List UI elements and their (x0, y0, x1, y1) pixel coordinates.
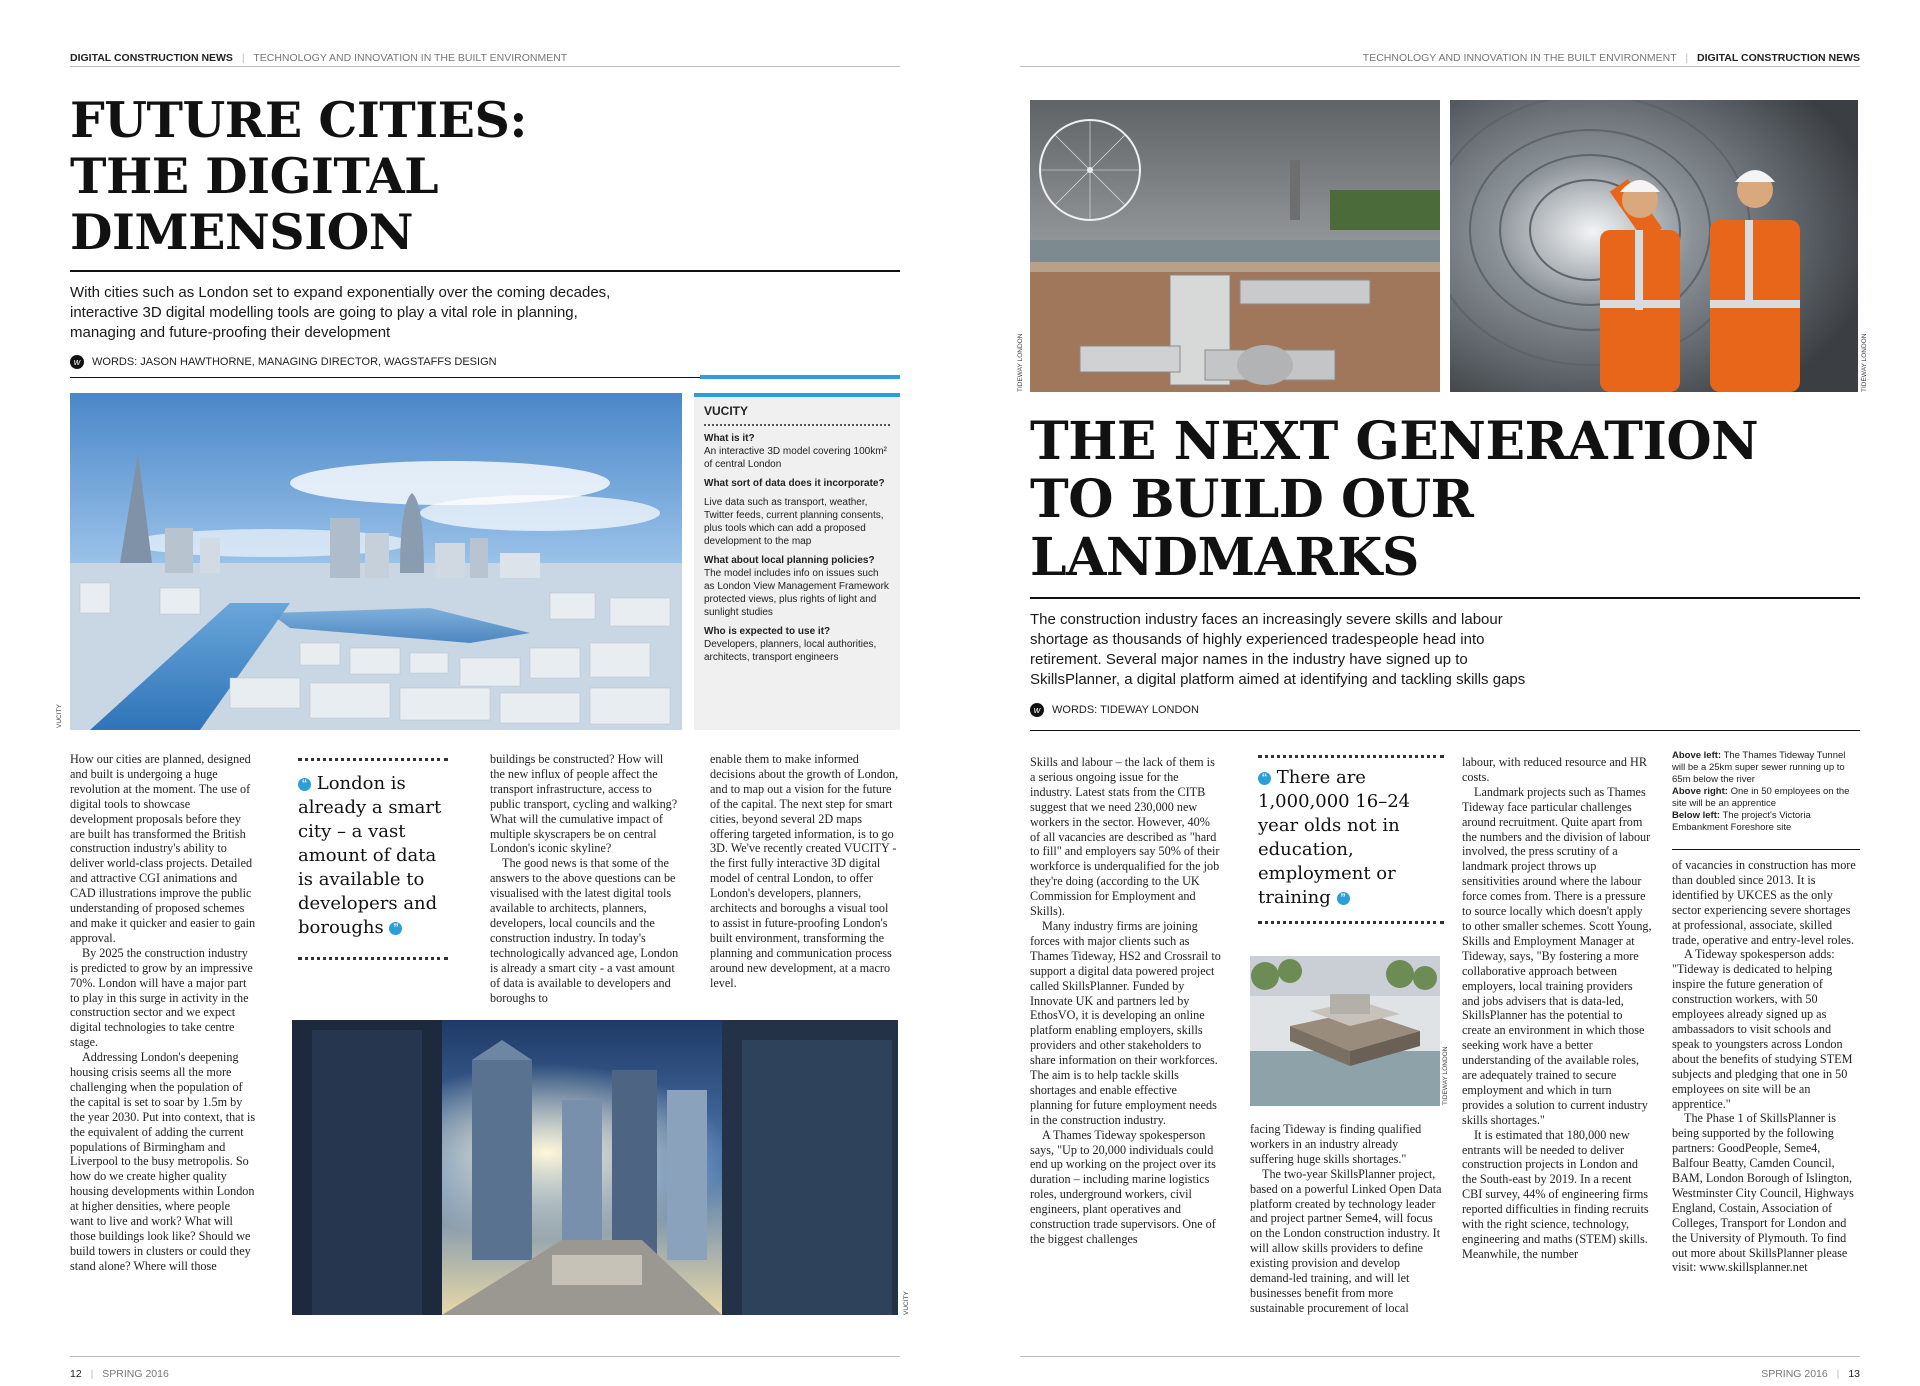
captions-rule (1672, 849, 1860, 850)
vucity-render-credit: VUCITY (903, 1291, 910, 1315)
right-body-column-1 (1030, 755, 1222, 1320)
caption-label: Above left: (1672, 750, 1722, 761)
tideway-tunnel-diagram-photo (1030, 100, 1440, 392)
left-folio: 12 | SPRING 2016 (70, 1368, 169, 1380)
tideway-photo-credit: TIDEWAY LONDON (1017, 333, 1024, 392)
photo-caption (1672, 750, 1860, 786)
right-headline-line-1: THE NEXT GENERATION (1030, 411, 1759, 472)
photo-caption (1672, 786, 1860, 810)
right-running-header: TECHNOLOGY AND INNOVATION IN THE BUILT ENVIRONMENT | DIGITAL CONSTRUCTION NEWS (1362, 52, 1860, 64)
right-issue: SPRING 2016 (1761, 1368, 1828, 1380)
right-pullquote-text: There are 1,000,000 16–24 year olds not in education, employment or training (1258, 767, 1411, 908)
body-paragraph: By 2025 the construction industry is predicted to grow by an impressive 70%. London will have a major part to play in this surge in activity in the construction sector and we expect digital technologies to take centre stage. (70, 945, 253, 1050)
left-pullquote (298, 772, 448, 940)
body-paragraph: of vacancies in construction has more than doubled since 2013. It is identified by UKCES as the only sector experiencing severe shortages at professional, associate, skilled trade, operative and entry-level roles. (1672, 858, 1856, 947)
left-pullquote-top-dots (298, 758, 448, 761)
right-body-column-4 (1672, 858, 1860, 1320)
right-header-tagline: TECHNOLOGY AND INNOVATION IN THE BUILT ENVIRONMENT (1362, 52, 1677, 64)
right-headline-line-2: TO BUILD OUR (1030, 469, 1474, 530)
right-header-rule (1020, 66, 1860, 67)
photo-caption (1672, 810, 1860, 834)
body-paragraph: buildings be constructed? How will the new influx of people affect the transport infrastructure, access to public transport, cycling and walking? What will the cumulative impact of multiple skyscrapers be on central London's iconic skyline? (490, 752, 678, 856)
vucity-image-credit: VUCITY (56, 704, 63, 728)
tideway-photo-credit: TIDEWAY LONDON (1442, 1046, 1449, 1105)
caption-label: Below left: (1672, 810, 1721, 821)
open-quote-icon: “ (1258, 772, 1271, 785)
factbox-accent-bar (694, 393, 900, 397)
caption-label: Above right: (1672, 786, 1728, 797)
body-paragraph: Landmark projects such as Thames Tideway face particular challenges around recruitment. Quite apart from the numbers and the division of labour involved, the press scrutiny of a landmark project throws up sensitivities around where the labour force comes from. There is a pressure to source locally which doesn't apply to other smaller schemes. Scott Young, Skills and Employment Manager at Tideway, says, "By fostering a more collaborative approach between employers, local training providers and jobs advisers that is data-led, SkillsPlanner has the potential to create an environment in which those seeking work have a better understanding of the available roles, are adequately trained to secure employment and which in turn provides a solution to current industry skills shortages." (1462, 784, 1652, 1127)
right-headline (1030, 413, 1758, 587)
caption-text: The project's Victoria Embankment Foreshore site (1672, 810, 1811, 833)
factbox-question: What is it? (704, 433, 755, 444)
left-body-column-1 (70, 752, 256, 1320)
body-paragraph: Skills and labour – the lack of them is a serious ongoing issue for the industry. Latest stats from the CITB suggest that we need 230,000 new workers in the sector. However, 40% of all vacancies are described as "hard to fill" and employers say 50% of their workforce is underqualified for the job they're doing (according to the UK Commission for Employment and Skills). (1030, 755, 1220, 919)
right-footer-rule (1020, 1356, 1860, 1357)
left-header-brand: DIGITAL CONSTRUCTION NEWS (70, 52, 233, 64)
right-standfirst-line: The construction industry faces an increasingly severe skills and labour (1030, 611, 1503, 628)
vucity-skyline-image (70, 393, 682, 730)
words-icon: w (1030, 703, 1044, 717)
body-paragraph: facing Tideway is finding qualified workers in an industry already suffering huge skills shortages." (1250, 1122, 1422, 1166)
left-pullquote-text: London is already a smart city – a vast amount of data is available to developers and boroughs (298, 773, 442, 938)
right-headline-rule (1030, 597, 1860, 599)
right-pullquote (1258, 766, 1438, 910)
body-paragraph: The two-year SkillsPlanner project, based on a powerful Linked Open Data platform created by technology leader and project partner Seme4, will focus on the London construction industry. It will allow skills providers to define existing provision and develop demand-led training, and will let businesses benefit from more sustainable procurement of local (1250, 1166, 1442, 1315)
left-headline-line-1: FUTURE CITIES: (70, 91, 527, 149)
tideway-workers-tunnel-photo (1450, 100, 1858, 392)
factbox-title: VUCITY (704, 404, 749, 418)
body-paragraph: How our cities are planned, designed and built is undergoing a huge revolution at the moment. The use of digital tools to showcase development proposals before they are built has transformed the British construction industry's ability to deliver world-class projects. Detailed and attractive CGI animations and CAD illustrations improve the public understanding of proposed schemes and make it quicker and easier to gain approval. (70, 752, 256, 945)
left-headline-line-2: THE DIGITAL (70, 147, 439, 205)
factbox-question: What about local planning policies? (704, 555, 875, 566)
tideway-photo-credit: TIDEWAY LONDON (1861, 333, 1868, 392)
body-paragraph: It is estimated that 180,000 new entrants will be needed to deliver construction projects in London and the South-east by 2019. In a recent CBI survey, 44% of engineering firms reported difficulties in finding recruits with the right science, technology, engineering and maths (STEM) skills. Meanwhile, the number (1462, 1127, 1649, 1261)
left-headline (70, 92, 527, 260)
left-issue: SPRING 2016 (102, 1368, 169, 1380)
left-byline-accent-rule (700, 375, 900, 379)
factbox-answer: An interactive 3D model covering 100km² of central London (704, 446, 887, 470)
body-paragraph: labour, with reduced resource and HR costs. (1462, 755, 1647, 784)
vucity-factbox (694, 393, 900, 730)
factbox-answer: Live data such as transport, weather, Twitter feeds, current planning consents, plus tools which can add a proposed development to the map (704, 497, 884, 547)
right-standfirst-line: shortage as thousands of highly experienced tradespeople head into (1030, 631, 1485, 648)
left-standfirst (70, 283, 690, 343)
left-body-column-3 (490, 752, 680, 1020)
left-running-header: DIGITAL CONSTRUCTION NEWS | TECHNOLOGY AND INNOVATION IN THE BUILT ENVIRONMENT (70, 52, 568, 64)
left-headline-line-3: DIMENSION (70, 203, 414, 261)
right-body-column-2 (1250, 1122, 1442, 1320)
factbox-divider (704, 424, 890, 426)
body-paragraph: A Tideway spokesperson adds: "Tideway is dedicated to helping inspire the future generation of construction workers, with 50 employees already signed up as ambassadors to visit schools and speak to youngsters across London about the benefits of studying STEM subjects and pledging that one in 50 employees on site will be an apprentice." (1672, 947, 1853, 1111)
left-byline (70, 355, 497, 369)
factbox-question: Who is expected to use it? (704, 626, 831, 637)
body-paragraph: The good news is that some of the answers to the above questions can be visualised with the latest digital tools available to architects, planners, developers, local councils and the construction industry. In today's technologically advanced age, London is already a smart city - a vast amount of data is available to developers and boroughs to (490, 856, 679, 1005)
right-standfirst (1030, 610, 1630, 690)
right-byline-rule (1030, 730, 1860, 731)
left-footer-rule (70, 1356, 900, 1357)
body-paragraph: Many industry firms are joining forces with major clients such as Thames Tideway, HS2 and Crossrail to support a digital data powered project called SkillsPlanner. Funded by Innovate UK and partners led by EthosVO, it is developing an online platform enabling employers, skills providers and other stakeholders to share information on their workforces. The aim is to help tackle skills shortages and enable effective planning for future employment needs in the construction industry. (1030, 918, 1221, 1127)
caption-text: One in 50 employees on the site will be an apprentice (1672, 786, 1850, 809)
factbox-answer: The model includes info on issues such as London View Management Framework protected views, plus rights of light and sunlight studies (704, 568, 889, 618)
body-paragraph: Addressing London's deepening housing crisis seems all the more challenging when the population of the capital is set to soar by 1.5m by the year 2030. Put into context, that is the equivalent of adding the current populations of Birmingham and Liverpool to the busy metropolis. So how do we create higher quality housing developments within London at higher densities, where people want to live and work? What will those buildings look like? Should we build towers in clusters or could they stand alone? Where will those (70, 1050, 256, 1273)
left-byline-text: WORDS: JASON HAWTHORNE, MANAGING DIRECTOR, WAGSTAFFS DESIGN (92, 356, 497, 368)
victoria-embankment-site-image (1250, 956, 1440, 1106)
close-quote-icon: ” (1337, 892, 1350, 905)
left-header-rule (70, 66, 900, 67)
body-paragraph: A Thames Tideway spokesperson says, "Up to 20,000 individuals could end up working on the project over its duration – including marine logistics roles, underground workers, civil engineers, plant operatives and construction trade supervisors. One of the biggest challenges (1030, 1127, 1216, 1246)
factbox-answer: Developers, planners, local authorities, architects, transport engineers (704, 639, 877, 663)
close-quote-icon: ” (389, 922, 402, 935)
left-body-column-4 (710, 752, 900, 1020)
photo-captions (1672, 750, 1860, 834)
left-standfirst-line: interactive 3D digital modelling tools are going to play a vital role in planning, (70, 304, 578, 321)
left-headline-rule (70, 270, 900, 272)
words-icon: w (70, 355, 84, 369)
caption-text: The Thames Tideway Tunnel will be a 25km super sewer running up to 65m below the river (1672, 750, 1846, 785)
vucity-street-render-image (292, 1020, 898, 1315)
left-byline-rule (70, 377, 700, 378)
left-pullquote-bottom-dots (298, 957, 448, 960)
left-page-number: 12 (70, 1368, 82, 1380)
right-pullquote-bottom-dots (1258, 921, 1444, 924)
left-header-tagline: TECHNOLOGY AND INNOVATION IN THE BUILT ENVIRONMENT (253, 52, 568, 64)
right-pullquote-top-dots (1258, 755, 1444, 758)
open-quote-icon: “ (298, 778, 311, 791)
factbox-question: What sort of data does it incorporate? (704, 478, 885, 489)
left-standfirst-line: managing and future-proofing their development (70, 324, 391, 341)
body-paragraph: enable them to make informed decisions about the growth of London, and to map out a vision for the future of the capital. The next step for smart cities, beyond several 2D maps offering targeted information, is to go 3D. We've recently created VUCITY - the first fully interactive 3D digital model of central London, to offer London's developers, planners, architects and boroughs a visual tool to assist in future-proofing London's built environment, transforming the planning and communication process around new development, at a macro level. (710, 752, 899, 990)
body-paragraph: The Phase 1 of SkillsPlanner is being supported by the following partners: GoodPeople, Seme4, Balfour Beatty, Camden Council, BAM, London Borough of Islington, Westminster City Council, Highways England, Costain, Association of Colleges, Transport for London and the University of Plymouth. To find out more about SkillsPlanner please visit: www.skillsplanner.net (1672, 1111, 1854, 1275)
right-headline-line-3: LANDMARKS (1030, 527, 1419, 588)
right-standfirst-line: SkillsPlanner, a digital platform aimed at identifying and tackling skills gaps (1030, 671, 1526, 688)
left-standfirst-line: With cities such as London set to expand exponentially over the coming decades, (70, 284, 611, 301)
right-body-column-3 (1462, 755, 1652, 1320)
right-page-number: 13 (1848, 1368, 1860, 1380)
right-standfirst-line: retirement. Several major names in the industry have signed up to (1030, 651, 1468, 668)
right-byline-text: WORDS: TIDEWAY LONDON (1052, 704, 1199, 716)
right-byline (1030, 703, 1199, 717)
right-header-brand: DIGITAL CONSTRUCTION NEWS (1697, 52, 1860, 64)
right-folio: SPRING 2016 | 13 (1761, 1368, 1860, 1380)
